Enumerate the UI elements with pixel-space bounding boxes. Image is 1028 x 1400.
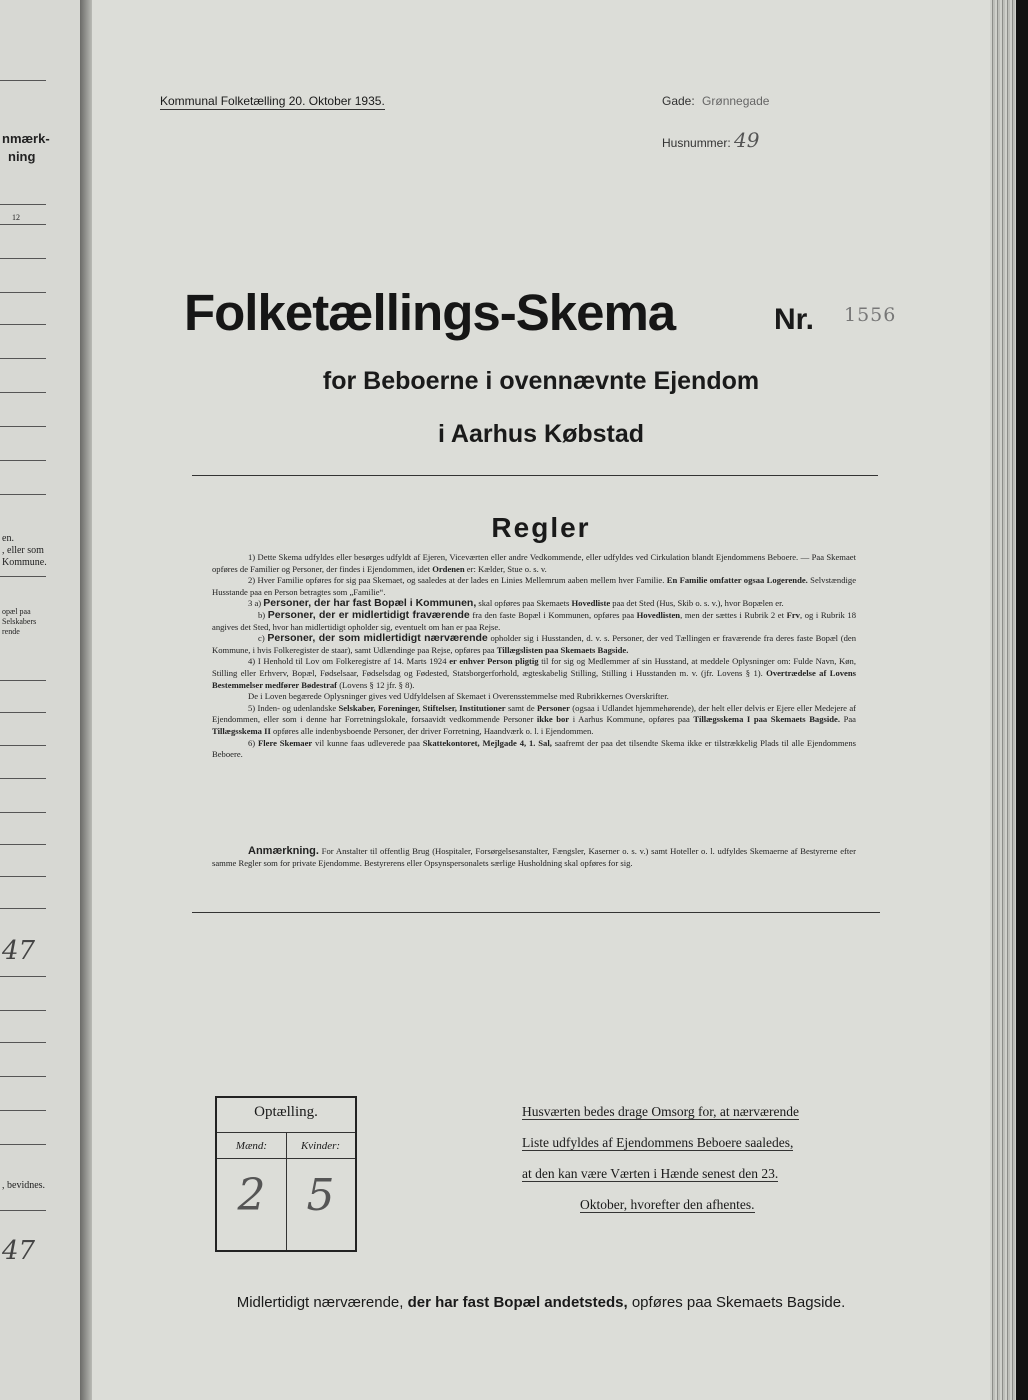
ruled-line — [0, 426, 46, 427]
ruled-line — [0, 712, 46, 713]
notice-line: Oktober, hvorefter den afhentes. — [580, 1197, 755, 1212]
ruled-line — [0, 358, 46, 359]
ruled-line — [0, 1144, 46, 1145]
footer-note: Midlertidigt nærværende, der har fast Bopæl andetsteds, opføres paa Skemaets Bagside. — [236, 1294, 846, 1311]
divider — [192, 912, 880, 913]
landlord-notice — [522, 1096, 862, 1220]
page-stack-edge — [990, 0, 1028, 1400]
left-fragment: rende — [2, 627, 20, 636]
ruled-line — [0, 324, 46, 325]
ruled-line — [0, 204, 46, 205]
ruled-line — [0, 494, 46, 495]
notice-line: Liste udfyldes af Ejendommens Beboere saaledes, — [522, 1135, 794, 1150]
women-label: Kvinder: — [300, 1140, 341, 1152]
ruled-line — [0, 1110, 46, 1111]
ruled-line — [0, 392, 46, 393]
house-number-label: Husnummer: — [662, 136, 731, 150]
form-location: i Aarhus Købstad — [437, 420, 645, 448]
ruled-line — [0, 745, 46, 746]
women-count: 5 — [306, 1170, 335, 1221]
left-fragment: opæl paa — [2, 607, 31, 616]
left-facing-page — [0, 0, 81, 1400]
count-box-rule — [217, 1158, 355, 1159]
ruled-line — [0, 1076, 46, 1077]
left-fragment: en. — [2, 533, 14, 544]
ruled-line — [0, 576, 46, 577]
rule-5: 5) Inden- og udenlandske Selskaber, Foreninger, Stiftelser, Institutioner samt de Personer (ogsaa i Udlandet hjemmehørende), der helt eller delvis er Ejere eller Medejere af Ejendommen, eller som i denne har Forretningslokale, forsaavidt vedkommende Personer ikke bor i Aarhus Kommune, opføres paa Tillægsskema I paa Skemaets Bagside. Paa Tillægsskema II opføres alle indenbysboende Personer, der driver Forretning, Haandværk o. l. i Ejendommen. — [212, 702, 856, 736]
annotation-note — [212, 846, 856, 869]
ruled-line — [0, 460, 46, 461]
ruled-line — [0, 292, 46, 293]
form-number-label: Nr. — [774, 303, 815, 336]
census-form-page — [92, 0, 990, 1400]
left-fragment: ning — [8, 149, 36, 164]
rule-3b: b) Personer, der er midlertidigt fraværende fra den faste Bopæl i Kommunen, opføres paa Hovedlisten, men der sættes i Rubrik 2 et Frv, og i Rubrik 18 angives det Sted, hvor han midlertidigt opholder sig, eventuelt om han er paa Rejse. — [212, 608, 856, 632]
ruled-line — [0, 258, 46, 259]
rules-text — [212, 552, 856, 761]
ruled-line — [0, 224, 46, 225]
form-subtitle: for Beboerne i ovennævnte Ejendom — [322, 367, 760, 395]
header-census-title: Kommunal Folketælling 20. Oktober 1935. — [160, 94, 385, 108]
annotation-label: Anmærkning. — [248, 845, 319, 857]
count-box — [215, 1096, 357, 1252]
handwritten-number: 47 — [2, 1236, 36, 1266]
men-label: Mænd: — [235, 1140, 268, 1152]
annotation-text: For Anstalter til offentlig Brug (Hospitaler, Forsørgelsesanstalter, Fængsler, Kaserner o. s. v.) samt Hoteller o. l. udfyldes Skemaerne af Bestyrerne efter samme Regler som for private Ejendomme. Bestyrerens eller Opsynspersonalets særlige Husholdning skal opføres for sig. — [212, 846, 856, 868]
street-field — [662, 94, 769, 108]
notice-line: Husværten bedes drage Omsorg for, at nærværende — [522, 1104, 800, 1119]
ruled-line — [0, 976, 46, 977]
ruled-line — [0, 1210, 46, 1211]
street-value: Grønnegade — [702, 94, 770, 108]
rule-4-note: De i Loven begærede Oplysninger gives ved Udfyldelsen af Skemaet i Overensstemmelse med Rubrikkernes Overskrifter. — [248, 691, 669, 702]
form-number-stamp: 1556 — [844, 304, 897, 326]
men-count: 2 — [237, 1170, 266, 1221]
ruled-line — [0, 1010, 46, 1011]
rule-3a: 3 a) Personer, der har fast Bopæl i Kommunen, skal opføres paa Skemaets Hovedliste paa det Sted (Hus, Skib o. s. v.), hvor Bopælen er. — [248, 597, 784, 610]
rule-6: 6) Flere Skemaer vil kunne faas udleverede paa Skattekontoret, Mejlgade 4, 1. Sal, saafremt der paa det tilsendte Skema ikke er tilstrækkelig Plads til alle Ejendommens Beboere. — [212, 737, 857, 760]
house-number-value: 49 — [734, 128, 760, 152]
rule-1: 1) Dette Skema udfyldes eller besørges udfyldt af Ejeren, Viceværten eller andre Vedkommende, eller udfyldes ved Cirkulation blandt Ejendommens Beboere. — Paa Skemaet opføres de Familier og Personer, der findes i Ejendommen, idet Ordenen er: Kælder, Stue o. s. v. — [212, 552, 856, 574]
book-gutter — [80, 0, 92, 1400]
rule-3c: c) Personer, der som midlertidigt nærværende opholder sig i Husstanden, d. v. s. Personer, der ved Tællingen er fraværende fra deres faste Bopæl (den Kommune, i hvis Folkeregister de staar), samt Udlændinge paa Rejse, opføres paa Tillægslisten paa Skemaets Bagside. — [212, 632, 857, 655]
divider — [192, 475, 878, 476]
ruled-line — [0, 1042, 46, 1043]
ruled-line — [0, 680, 46, 681]
ruled-line — [0, 778, 46, 779]
house-number-field — [662, 128, 759, 152]
left-fragment: Selskabers — [2, 617, 37, 626]
rules-heading: Regler — [491, 512, 591, 543]
left-fragment: Kommune. — [2, 557, 47, 568]
ruled-line — [0, 876, 46, 877]
notice-line: at den kan være Værten i Hænde senest den 23. — [522, 1166, 779, 1181]
rule-2: 2) Hver Familie opføres for sig paa Skemaet, og saaledes at der lades en Linies Mellemrum aaben mellem hver Familie. En Familie omfatter ogsaa Logerende. Selvstændige Husstande paa en Person betragtes som „Familie“. — [212, 575, 857, 597]
rule-4: 4) I Henhold til Lov om Folkeregistre af 14. Marts 1924 er enhver Person pligtig til for sig og Medlemmer af sin Husstand, at meddele Oplysninger om: Fulde Navn, Køn, Stilling eller Erhverv, Bopæl, Fødselsaar, Fødselsdag og Fødested, Statsborgerforhold, ægteskabelig Stilling, Stilling i Husstanden m. v. (jfr. Lovens § 1). Overtrædelse af Lovens Bestemmelser medfører Bødestraf (Lovens § 12 jfr. § 8). — [212, 656, 857, 690]
handwritten-number: 47 — [2, 936, 36, 966]
form-title: Folketællings-Skema — [184, 284, 676, 341]
count-box-title: Optælling. — [254, 1104, 318, 1120]
ruled-line — [0, 80, 46, 81]
left-fragment: 12 — [12, 213, 20, 222]
street-label: Gade: — [662, 94, 695, 108]
left-fragment: nmærk- — [2, 131, 50, 146]
left-fragment: , eller som — [2, 545, 44, 556]
ruled-line — [0, 908, 46, 909]
ruled-line — [0, 812, 46, 813]
ruled-line — [0, 844, 46, 845]
left-fragment: , bevidnes. — [2, 1180, 46, 1191]
